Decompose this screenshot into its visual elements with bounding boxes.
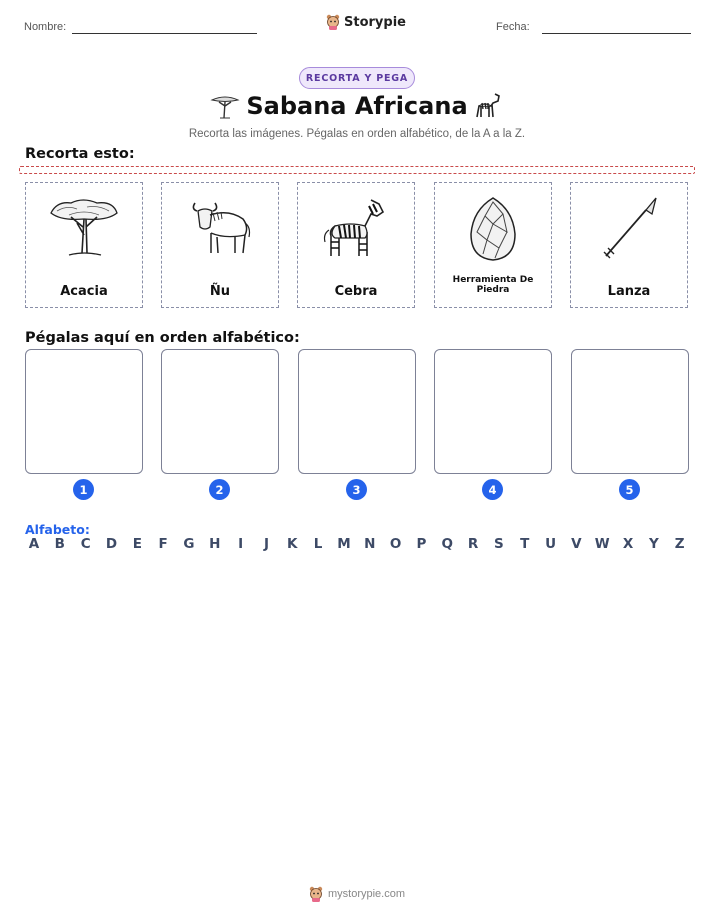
alphabet-heading: Alfabeto: (25, 522, 90, 537)
alphabet-letter: B (54, 536, 65, 552)
brand-logo (326, 14, 406, 30)
alphabet-letter: T (520, 536, 530, 552)
alphabet-letter: H (209, 536, 221, 552)
wildebeest-icon (185, 197, 255, 261)
alphabet-row (25, 536, 689, 552)
alphabet-letter: R (467, 536, 479, 552)
alphabet-letter: I (238, 536, 244, 552)
alphabet-letter: A (28, 536, 40, 552)
slot-number-5: 5 (619, 479, 640, 500)
storypie-mascot-icon (309, 886, 323, 902)
name-field[interactable] (72, 33, 257, 34)
alphabet-letter: G (183, 536, 195, 552)
alphabet-letter: P (416, 536, 427, 552)
instructions: Recorta las imágenes. Pégalas en orden alfabético, de la A a la Z. (188, 128, 526, 140)
cutout-label: Herramienta De Piedra (452, 275, 534, 295)
cutout-label: Lanza (607, 284, 651, 299)
cutout-label: Ñu (209, 284, 231, 299)
stone-tool-icon (463, 194, 523, 264)
slot-number-3: 3 (346, 479, 367, 500)
alphabet-letter: V (571, 536, 582, 552)
alphabet-letter: E (132, 536, 142, 552)
alphabet-letter: W (594, 536, 610, 552)
alphabet-letter: U (545, 536, 557, 552)
alphabet-letter: C (80, 536, 91, 552)
alphabet-letter: J (263, 536, 269, 552)
acacia-tree-icon (47, 197, 121, 261)
alphabet-letter: S (494, 536, 504, 552)
activity-badge: RECORTA Y PEGA (299, 67, 415, 89)
cutout-card-zebra[interactable] (297, 182, 415, 308)
paste-slot-3[interactable] (298, 349, 416, 474)
alphabet-letter: N (364, 536, 376, 552)
cut-heading: Recorta esto: (25, 146, 135, 162)
alphabet-letter: Y (648, 536, 659, 552)
footer (0, 886, 714, 902)
alphabet-letter: D (105, 536, 118, 552)
paste-heading: Pégalas aquí en orden alfabético: (25, 330, 300, 346)
cutout-card-acacia[interactable] (25, 182, 143, 308)
alphabet-letter: K (287, 536, 298, 552)
alphabet-letter: X (622, 536, 634, 552)
paste-slot-2[interactable] (161, 349, 279, 474)
zebra-icon (471, 91, 503, 121)
footer-link[interactable]: mystorypie.com (327, 888, 406, 900)
paste-slot-5[interactable] (571, 349, 689, 474)
name-label: Nombre: (24, 21, 67, 33)
alphabet-letter: L (313, 536, 323, 552)
cutout-card-wildebeest[interactable] (161, 182, 279, 308)
date-label: Fecha: (496, 21, 530, 33)
zebra-icon (321, 196, 391, 262)
paste-slot-4[interactable] (434, 349, 552, 474)
storypie-mascot-icon (326, 14, 340, 30)
cut-guide-line (19, 166, 695, 174)
brand-name: Storypie (344, 14, 406, 30)
paste-slot-1[interactable] (25, 349, 143, 474)
alphabet-letter: Z (674, 536, 685, 552)
cutout-card-spear[interactable] (570, 182, 688, 308)
slot-number-1: 1 (73, 479, 94, 500)
spear-icon (594, 194, 664, 264)
slot-number-2: 2 (209, 479, 230, 500)
cutout-label: Cebra (334, 284, 378, 299)
cutout-card-stone-tool[interactable] (434, 182, 552, 308)
alphabet-letter: M (337, 536, 351, 552)
cutout-label: Acacia (60, 284, 108, 299)
page-title: Sabana Africana (246, 92, 468, 120)
alphabet-letter: F (158, 536, 168, 552)
alphabet-letter: Q (441, 536, 453, 552)
slot-number-4: 4 (482, 479, 503, 500)
alphabet-letter: O (389, 536, 402, 552)
date-field[interactable] (542, 33, 691, 34)
